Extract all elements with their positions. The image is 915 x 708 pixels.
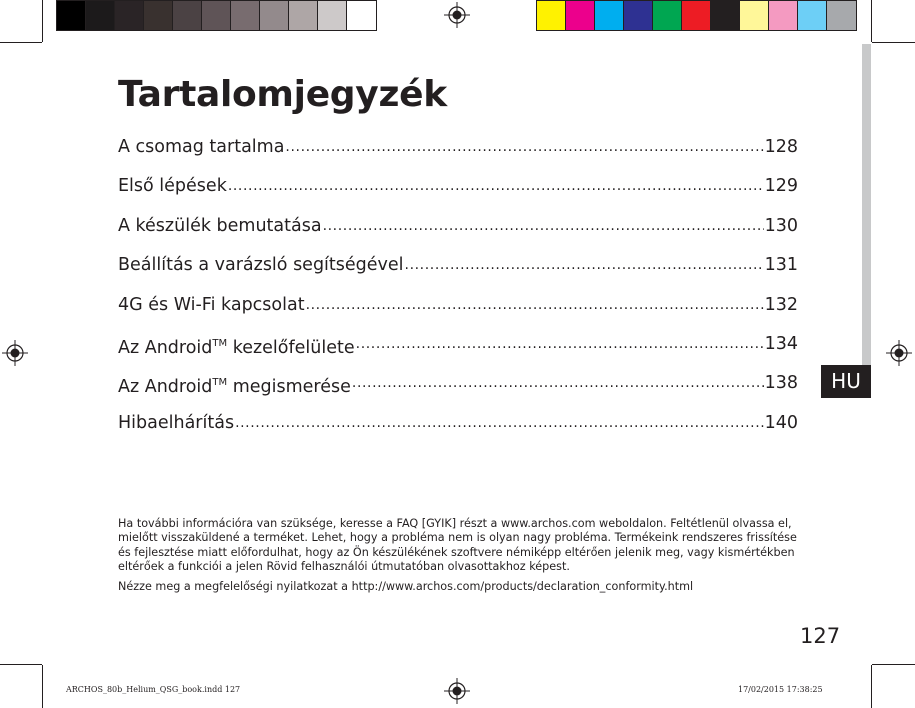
crop-mark xyxy=(872,664,915,665)
toc-page-number: 128 xyxy=(764,137,798,157)
toc-page-number: 131 xyxy=(764,255,798,276)
slug-filename: ARCHOS_80b_Helium_QSG_book.indd 127 xyxy=(66,685,241,694)
color-swatch xyxy=(289,1,318,30)
toc-entry-label: Beállítás a varázsló segítségével xyxy=(118,255,404,276)
language-tab: HU xyxy=(821,365,871,398)
toc-leader-dots xyxy=(285,136,763,158)
toc-label-text: Az Android xyxy=(118,377,213,398)
toc-page-number: 129 xyxy=(764,176,798,197)
language-side-strip xyxy=(862,44,871,374)
notice-paragraph: Ha további információra van szüksége, keresse a FAQ [GYIK] részt a www.archos.com weboldalon. Feltétlenül olvassa el, mielőtt visszaküldené a terméket. Lehet, hogy a probléma nem is olyan nagy probléma. Termékeink rendszeres frissítése és fejlesztése miatt előfordulhat, hogy az Ön készülékének szoftvere némiképp eltérően jelenik meg, vagy kismértékben eltérőek a funkciói a jelen Rövid felhasználói útmutatóban olvasottakhoz képest. xyxy=(118,517,797,574)
crop-mark xyxy=(42,0,43,42)
slug-datetime: 17/02/2015 17:38:25 xyxy=(738,685,823,694)
toc-leader-dots xyxy=(405,254,764,276)
color-swatch xyxy=(595,1,624,30)
registration-mark-icon xyxy=(886,340,912,366)
toc-label-text: Az Android xyxy=(118,337,213,358)
color-swatch xyxy=(653,1,682,30)
color-swatch xyxy=(769,1,798,30)
color-swatch xyxy=(711,1,740,30)
toc-leader-dots xyxy=(228,175,764,197)
crop-mark xyxy=(0,664,42,665)
trademark-superscript: TM xyxy=(212,377,228,389)
toc-entry[interactable] xyxy=(118,175,798,214)
color-swatch xyxy=(260,1,289,30)
toc-entry[interactable] xyxy=(118,136,798,175)
color-swatch xyxy=(173,1,202,30)
toc-page-number: 130 xyxy=(764,215,798,236)
toc-entry[interactable] xyxy=(118,372,798,411)
toc-entry[interactable] xyxy=(118,215,798,254)
support-notice xyxy=(118,517,798,599)
notice-paragraph: Nézze meg a megfelelőségi nyilatkozat a http://www.archos.com/products/declaration_conformity.html xyxy=(118,579,694,593)
color-swatch xyxy=(682,1,711,30)
toc-entry-label: 4G és Wi-Fi kapcsolat xyxy=(118,294,305,315)
color-swatch xyxy=(115,1,144,30)
toc-entry-label: A csomag tartalma xyxy=(118,137,285,157)
toc-page-number: 132 xyxy=(764,294,798,315)
toc-entry[interactable] xyxy=(118,254,798,293)
color-swatch xyxy=(624,1,653,30)
color-swatch xyxy=(144,1,173,30)
color-swatch xyxy=(566,1,595,30)
toc-entry[interactable] xyxy=(118,333,798,372)
toc-page-number: 138 xyxy=(764,373,798,394)
toc-leader-dots xyxy=(235,412,764,434)
color-swatch xyxy=(740,1,769,30)
toc-label-text: kezelőfelülete xyxy=(227,337,355,358)
process-color-bar xyxy=(536,0,857,31)
toc-entry[interactable] xyxy=(118,412,798,451)
crop-mark xyxy=(871,0,872,42)
page-number: 127 xyxy=(800,624,841,648)
registration-mark-icon xyxy=(2,340,28,366)
crop-mark xyxy=(872,42,915,43)
toc-entry-label xyxy=(118,333,355,359)
color-swatch xyxy=(202,1,231,30)
grayscale-color-bar xyxy=(56,0,377,31)
toc-page-number: 134 xyxy=(764,333,798,354)
color-swatch xyxy=(347,1,376,30)
table-of-contents xyxy=(118,136,798,451)
toc-leader-dots xyxy=(356,333,764,355)
page-title: Tartalomjegyzék xyxy=(118,74,447,115)
color-swatch xyxy=(798,1,827,30)
toc-entry-label xyxy=(118,372,351,398)
color-swatch xyxy=(537,1,566,30)
crop-mark xyxy=(0,42,42,43)
toc-leader-dots xyxy=(352,372,764,394)
toc-leader-dots xyxy=(323,215,764,237)
color-swatch xyxy=(231,1,260,30)
registration-mark-icon xyxy=(444,678,470,704)
color-swatch xyxy=(57,1,86,30)
toc-entry-label: Hibaelhárítás xyxy=(118,412,235,433)
toc-label-text: megismerése xyxy=(227,377,351,398)
color-swatch xyxy=(827,1,856,30)
toc-leader-dots xyxy=(306,294,764,316)
toc-entry-label: Első lépések xyxy=(118,176,227,197)
crop-mark xyxy=(871,665,872,708)
trademark-superscript: TM xyxy=(212,337,228,349)
color-swatch xyxy=(318,1,347,30)
color-swatch xyxy=(86,1,115,30)
toc-entry-label: A készülék bemutatása xyxy=(118,215,322,236)
crop-mark xyxy=(42,665,43,708)
toc-page-number: 140 xyxy=(764,412,798,433)
registration-mark-icon xyxy=(444,2,470,28)
toc-entry[interactable] xyxy=(118,294,798,333)
